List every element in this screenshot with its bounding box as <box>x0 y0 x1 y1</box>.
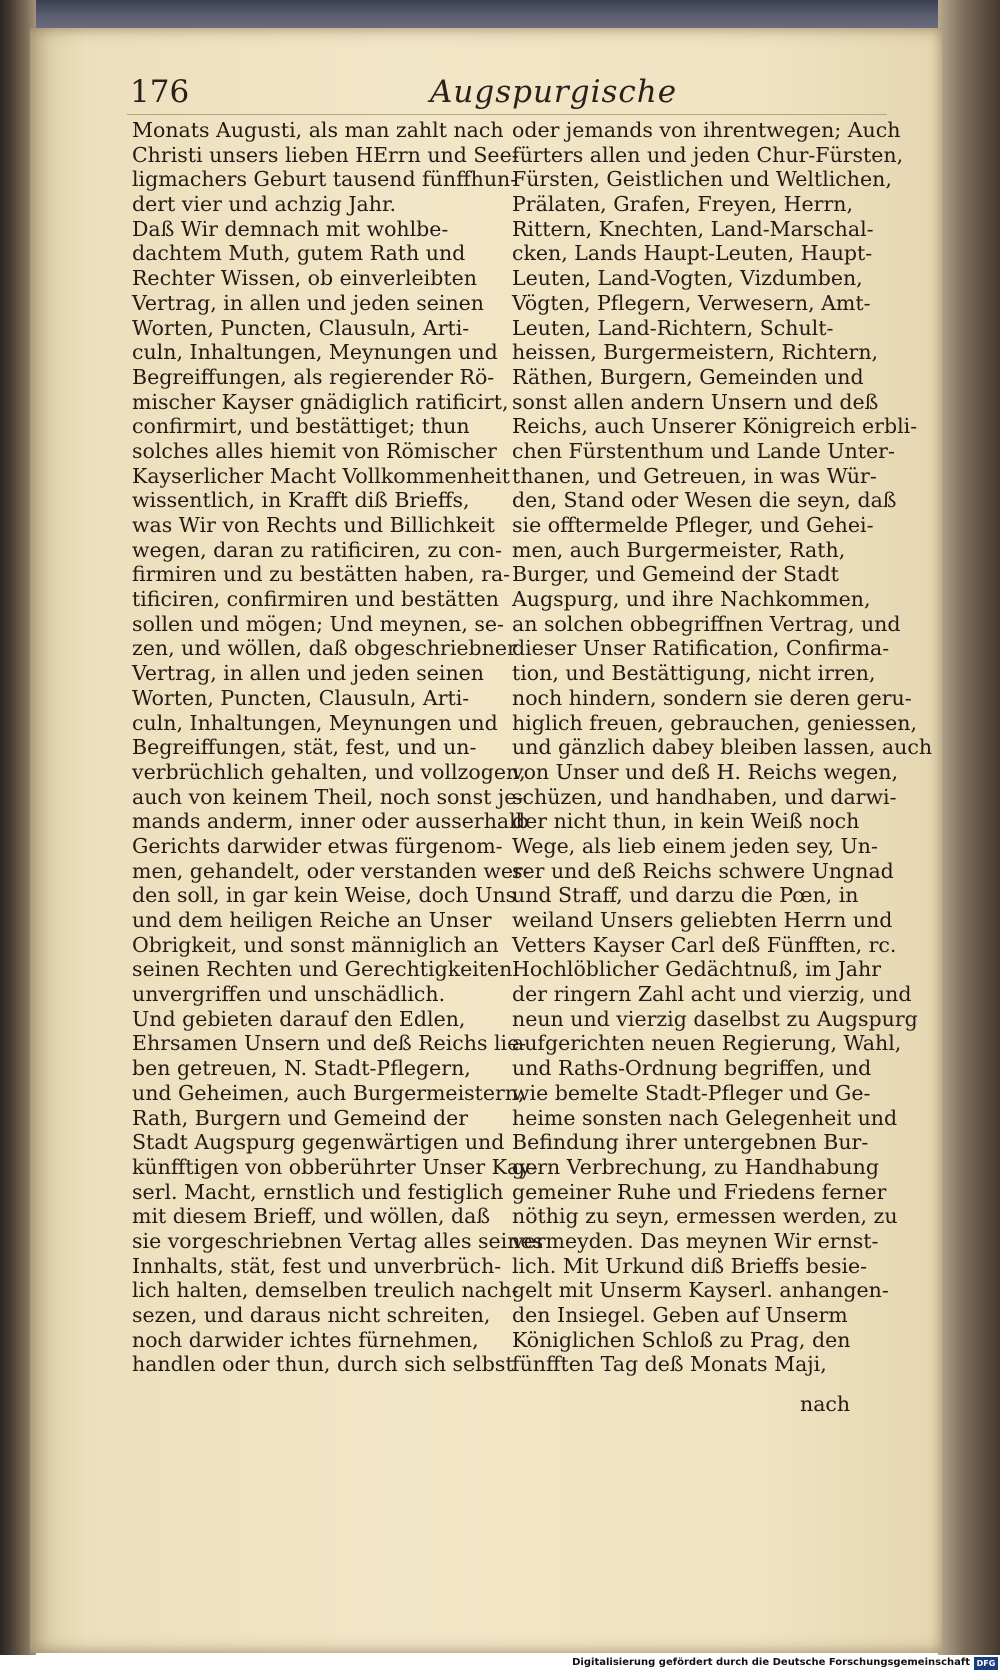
text-line: der ringern Zahl acht und vierzig, und <box>512 982 912 1007</box>
book-cover-edge <box>938 0 1000 1655</box>
text-line: lich. Mit Urkund diß Brieffs besie- <box>512 1253 868 1278</box>
text-line: thanen, und Getreuen, in was Wür- <box>512 463 877 488</box>
text-line: aufgerichten neuen Regierung, Wahl, <box>512 1031 902 1056</box>
text-line: Obrigkeit, und sonst männiglich an <box>132 932 499 957</box>
text-line: heime sonsten nach Gelegenheit und <box>512 1105 898 1130</box>
text-line: Ehrsamen Unsern und deß Reichs lie- <box>132 1031 527 1056</box>
text-line: Begreiffungen, als regierender Rö- <box>132 364 495 389</box>
text-line: gelt mit Unserm Kayserl. anhangen- <box>512 1278 889 1303</box>
text-line: tificiren, confirmiren und bestätten <box>132 587 499 612</box>
text-line: mischer Kayser gnädiglich ratificirt, <box>132 389 509 414</box>
text-line: Worten, Puncten, Clausuln, Arti- <box>132 685 470 710</box>
text-line: mit diesem Brieff, und wöllen, daß <box>132 1204 491 1229</box>
dfg-logo-icon: DFG <box>974 1657 998 1670</box>
text-line: unvergriffen und unschädlich. <box>132 982 446 1007</box>
text-line: was Wir von Rechts und Billichkeit <box>132 513 495 537</box>
text-line: sie vorgeschriebnen Vertag alles seines <box>132 1228 544 1253</box>
text-line: Christi unsers lieben HErrn und See- <box>132 142 519 167</box>
text-line: zen, und wöllen, daß obgeschriebner <box>132 636 517 661</box>
text-line: Rittern, Knechten, Land-Marschal- <box>512 216 874 241</box>
text-line: sezen, und daraus nicht schreiten, <box>132 1303 491 1327</box>
text-line: Kayserlicher Macht Vollkommenheit <box>132 463 510 488</box>
text-line: noch darwider ichtes fürnehmen, <box>132 1327 479 1352</box>
text-line: sie offtermelde Pfleger, und Gehei- <box>512 513 874 537</box>
text-line: Burger, und Gemeind der Stadt <box>512 562 839 587</box>
text-line: serl. Macht, ernstlich und festiglich <box>132 1179 504 1204</box>
text-line: künfftigen von obberührter Unser Kay- <box>132 1154 538 1179</box>
text-line: Und gebieten darauf den Edlen, <box>132 1006 466 1031</box>
digitization-credit: Digitalisierung gefördert durch die Deutsche Forschungsgemeinschaft <box>572 1657 970 1668</box>
text-line: Innhalts, stät, fest und unverbrüch- <box>132 1253 502 1278</box>
text-line: Reichs, auch Unserer Königreich erbli- <box>512 414 918 439</box>
text-line: und gänzlich dabey bleiben lassen, auch <box>512 735 933 760</box>
running-title: Augspurgische <box>430 74 678 110</box>
text-line: Räthen, Burgern, Gemeinden und <box>512 364 864 389</box>
text-line: Königlichen Schloß zu Prag, den <box>512 1327 851 1352</box>
page-number: 176 <box>130 74 190 110</box>
page-header <box>130 72 900 112</box>
text-line: und dem heiligen Reiche an Unser <box>132 908 492 932</box>
text-line: chen Fürstenthum und Lande Unter- <box>512 438 895 463</box>
text-line: cken, Lands Haupt-Leuten, Haupt- <box>512 241 873 266</box>
text-line: Prälaten, Grafen, Freyen, Herrn, <box>512 192 853 217</box>
text-line: und Raths-Ordnung begriffen, und <box>512 1056 872 1081</box>
header-rule <box>127 114 887 115</box>
right-text-column <box>512 118 933 1377</box>
text-line: Daß Wir demnach mit wohlbe- <box>132 216 449 241</box>
text-line: culn, Inhaltungen, Meynungen und <box>132 340 498 365</box>
text-line: oder jemands von ihrentwegen; Auch <box>512 118 901 142</box>
text-line: Rath, Burgern und Gemeind der <box>132 1105 469 1130</box>
text-line: verbrüchlich gehalten, und vollzogen, <box>132 759 526 784</box>
text-line: Rechter Wissen, ob einverleibten <box>132 266 477 291</box>
text-line: culn, Inhaltungen, Meynungen und <box>132 710 498 735</box>
text-line: ser und deß Reichs schwere Ungnad <box>512 858 894 883</box>
text-line: ben getreuen, N. Stadt-Pflegern, <box>132 1056 471 1081</box>
text-line: men, gehandelt, oder verstanden wer- <box>132 858 530 883</box>
text-line: sonst allen andern Unsern und deß <box>512 389 879 414</box>
text-line: noch hindern, sondern sie deren geru- <box>512 685 912 710</box>
text-line: confirmirt, und bestättiget; thun <box>132 414 470 439</box>
text-line: Hochlöblicher Gedächtnuß, im Jahr <box>512 957 882 982</box>
text-line: wie bemelte Stadt-Pfleger und Ge- <box>512 1080 871 1105</box>
text-line: weiland Unsers geliebten Herrn und <box>512 908 893 932</box>
text-line: higlich freuen, gebrauchen, geniessen, <box>512 710 917 735</box>
text-line: Leuten, Land-Richtern, Schult- <box>512 315 834 340</box>
text-line: heissen, Burgermeistern, Richtern, <box>512 340 879 365</box>
text-line: der nicht thun, in kein Weiß noch <box>512 809 860 834</box>
text-line: und Straff, und darzu die Pœn, in <box>512 883 859 908</box>
text-line: Leuten, Land-Vogten, Vizdumben, <box>512 266 863 291</box>
text-line: Augspurg, und ihre Nachkommen, <box>512 587 871 612</box>
text-line: nöthig zu seyn, ermessen werden, zu <box>512 1204 898 1229</box>
text-line: an solchen obbegriffnen Vertrag, und <box>512 611 901 636</box>
text-line: den, Stand oder Wesen die seyn, daß <box>512 488 897 513</box>
text-line: solches alles hiemit von Römischer <box>132 438 497 463</box>
text-line: den Insiegel. Geben auf Unserm <box>512 1303 848 1327</box>
text-line: sollen und mögen; Und meynen, se- <box>132 611 504 636</box>
text-line: dachtem Muth, gutem Rath und <box>132 241 466 266</box>
text-line: men, auch Burgermeister, Rath, <box>512 537 846 562</box>
text-line: neun und vierzig daselbst zu Augspurg <box>512 1006 918 1031</box>
text-line: Wege, als lieb einem jeden sey, Un- <box>512 833 878 858</box>
text-line: Monats Augusti, als man zahlt nach <box>132 118 504 142</box>
text-line: gemeiner Ruhe und Friedens ferner <box>512 1179 887 1204</box>
text-line: vermeyden. Das meynen Wir ernst- <box>512 1228 879 1253</box>
text-line: schüzen, und handhaben, und darwi- <box>512 784 897 809</box>
text-line: Vögten, Pflegern, Verwesern, Amt- <box>512 290 871 315</box>
text-line: ligmachers Geburt tausend fünffhun- <box>132 167 518 192</box>
text-line: Vertrag, in allen und jeden seinen <box>132 290 484 315</box>
text-line: und Geheimen, auch Burgermeistern, <box>132 1080 525 1105</box>
text-line: dieser Unser Ratification, Confirma- <box>512 636 890 661</box>
text-line: Begreiffungen, stät, fest, und un- <box>132 735 477 760</box>
text-line: fünfften Tag deß Monats Maji, <box>512 1352 827 1377</box>
text-line: Vertrag, in allen und jeden seinen <box>132 661 484 686</box>
text-line: Stadt Augspurg gegenwärtigen und <box>132 1130 505 1155</box>
text-line: fürters allen und jeden Chur-Fürsten, <box>512 142 904 167</box>
text-line: wegen, daran zu ratificiren, zu con- <box>132 537 502 562</box>
text-line: seinen Rechten und Gerechtigkeiten <box>132 957 513 982</box>
text-line: von Unser und deß H. Reichs wegen, <box>512 759 899 784</box>
text-line: mands anderm, inner oder ausserhalb <box>132 809 529 834</box>
left-text-column <box>132 118 544 1377</box>
text-line: dert vier und achzig Jahr. <box>132 192 397 217</box>
text-line: Vetters Kayser Carl deß Fünfften, rc. <box>512 932 897 957</box>
text-line: lich halten, demselben treulich nach- <box>132 1278 519 1303</box>
catchword: nach <box>800 1392 851 1416</box>
text-line: den soll, in gar kein Weise, doch Uns <box>132 883 517 908</box>
text-line: Befindung ihrer untergebnen Bur- <box>512 1130 869 1155</box>
text-line: Gerichts darwider etwas fürgenom- <box>132 833 503 858</box>
text-line: gern Verbrechung, zu Handhabung <box>512 1154 879 1179</box>
text-line: wissentlich, in Krafft diß Brieffs, <box>132 488 470 513</box>
text-line: firmiren und zu bestätten haben, ra- <box>132 562 511 587</box>
text-line: Worten, Puncten, Clausuln, Arti- <box>132 315 470 340</box>
text-line: Fürsten, Geistlichen und Weltlichen, <box>512 167 892 192</box>
text-line: auch von keinem Theil, noch sonst je- <box>132 784 524 809</box>
text-line: handlen oder thun, durch sich selbst <box>132 1352 514 1377</box>
text-line: tion, und Bestättigung, nicht irren, <box>512 661 876 686</box>
